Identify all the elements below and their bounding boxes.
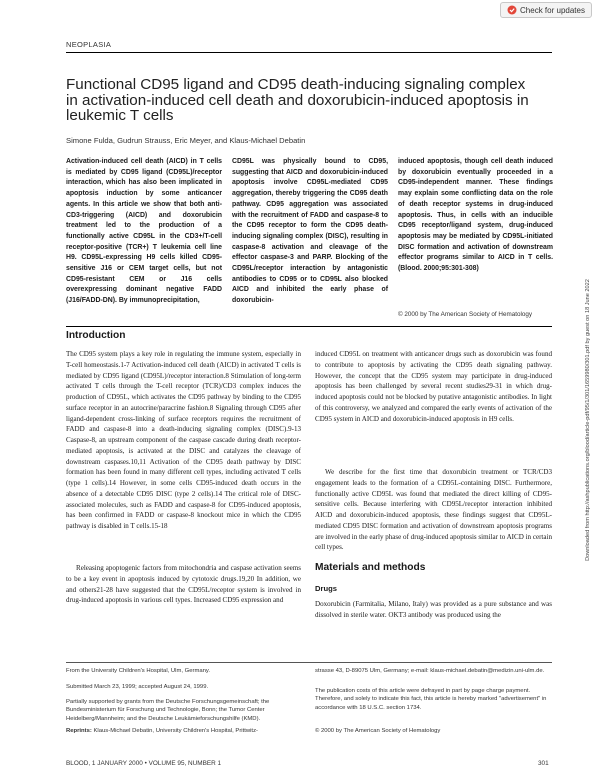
abstract-column-1: Activation-induced cell death (AICD) in T cells is mediated by CD95 ligand (CD95L)/receptor interaction, which has also been implicated in apoptosis induction by some anticancer agents. In this article we show that both anti-CD3-triggering (AICD) and doxorubicin treatment led to the production of a functionally active CD95L in the CD3+/T-cell receptor-positive (TCR+) T leukemia cell line H9. CD95L-expressing H9 cells killed CD95-sensitive J16 or CEM target cells, but not CD95-resistant CEM or J16 cells overexpressing dominant negative FADD (J16/FADD-DN). By immunoprecipitation, [66, 158, 222, 305]
download-watermark: Downloaded from http://ashpublications.org/blood/article-pdf/95/1/301/1659980/301.pdf by guest on 18 June 2022 [585, 279, 591, 561]
section-label: NEOPLASIA [66, 40, 112, 49]
footnote-reprints [66, 727, 301, 735]
article-title: Functional CD95 ligand and CD95 death-inducing signaling complex in activation-induced cell death and doxorubicin-induced apoptosis in leukemic T cells [66, 76, 529, 124]
drugs-paragraph: Doxorubicin (Farmitalia, Milano, Italy) was provided as a pure substance and was dissolved in sterile water. OKT3 antibody was produced using the [315, 600, 552, 619]
materials-methods-heading: Materials and methods [315, 562, 426, 573]
introduction-paragraph-3: induced CD95L on treatment with anticancer drugs such as doxorubicin was found to contribute to apoptosis by activating the CD95 death signaling pathway. However, the concept that the CD95 system may participate in drug-induced apoptosis has been challenged by several recent studies29-31 in which drug-induced apoptosis could not be blocked by putative antagonistic antibodies. In light of this controversy, we analyzed and compared the early events of activation of the CD95 system in AICD and doxorubicin-induced apoptosis in H9 cells. [315, 350, 552, 423]
footnote-publication-costs: The publication costs of this article were defrayed in part by page charge payment. Therefore, and solely to indicate this fact, this article is hereby marked "advertisement" in accordance with 18 U.S.C. section 1734. [315, 688, 547, 711]
abstract-column-2: CD95L was physically bound to CD95, suggesting that AICD and doxorubicin-induced apoptosis involve CD95L-mediated CD95 aggregation, thereby triggering the CD95 death pathway. CD95 aggregation was associated with the recruitment of FADD and caspase-8 to the CD95 receptor to form the CD95 death-inducing signaling complex (DISC), resulting in caspase-8 activation and cleavage of the effector caspase-3 and PARP. Blocking of the CD95L/receptor interaction by antagonistic antibodies to CD95 or to CD95L also blocked AICD and inhibited the early phase of doxorubicin- [232, 158, 388, 305]
footnote-funding: Partially supported by grants from the Deutsche Forschungsgemeinschaft; the Bundesministerium für Forschung und Technologie, Bonn; the Tumor Center Heidelberg/Mannheim; and the Deutsche Leukämieforschungshilfe (KMD). [66, 699, 270, 722]
footnote-copyright: © 2000 by The American Society of Hematology [315, 728, 441, 734]
footnote-submission-dates: Submitted March 23, 1999; accepted August 24, 1999. [66, 684, 209, 690]
author-list: Simone Fulda, Gudrun Strauss, Eric Meyer, and Klaus-Michael Debatin [66, 136, 306, 145]
check-for-updates-label: Check for updates [520, 5, 585, 15]
footnote-address: strasse 43, D-89075 Ulm, Germany; e-mail: klaus-michael.debatin@medizin.uni-ulm.de. [315, 668, 545, 674]
header-divider [66, 52, 552, 53]
reprints-text: Klaus-Michael Debatin, University Children's Hospital, Prittwitz- [91, 728, 258, 734]
abstract-column-3: induced apoptosis, though cell death induced by doxorubicin eventually proceeded in a CD95-independent manner. These findings may explain some conflicting data on the role of death receptor systems in drug-induced apoptosis. Thus, in cells with an inducible CD95 receptor/ligand system, drug-induced apoptosis may be mediated by CD95L-initiated DISC formation and activation of downstream effector programs similar to AICD in T cells. (Blood. 2000;95:301-308) [398, 158, 553, 273]
abstract-copyright: © 2000 by The American Society of Hematology [398, 311, 533, 318]
footnote-affiliation: From the University Children's Hospital, Ulm, Germany. [66, 668, 211, 674]
running-footer: BLOOD, 1 JANUARY 2000 • VOLUME 95, NUMBER 1 [66, 760, 222, 767]
introduction-heading: Introduction [66, 330, 126, 341]
footnote-divider [66, 662, 552, 663]
introduction-paragraph-1: The CD95 system plays a key role in regulating the immune system, especially in T-cell homeostasis.1-7 Activation-induced cell death (AICD) in activated T cells is mediated by CD95 ligand (CD95L)/receptor interaction.8 Stimulation of long-term activated T cells through the T-cell receptor (TCR)/CD3 complex induces the production of CD95L, which activates the CD95 pathway by binding to the CD95 surface receptor in an autocrine/paracrine fashion.8 Signaling through CD95 after ligand-dependent cross-linking of surface receptors requires the recruitment of FADD and caspase-8 into a death-inducing signaling complex (DISC).9-13 Caspase-8, an upstream component of the caspase cascade during death receptor-mediated apoptosis, is activated at the DISC and catalyzes the cleavage of downstream caspases.10,11 Activation of the CD95 death pathway by DISC formation has been found in many different cell types, including activated T cells (type 1 cells).14 However, in some cells CD95-induced death occurs in the absence of a detectable CD95 DISC (type 2 cells).14 The critical role of DISC-associated molecules, such as FADD and caspase-8 for CD95-induced apoptosis, has been confirmed in FADD or caspase-8 knockout mice in which the CD95 pathway is disabled in T cells.15-18 [66, 350, 301, 530]
introduction-paragraph-2: Releasing apoptogenic factors from mitochondria and caspase activation seems to be a key event in apoptosis induced by cytotoxic drugs.19,20 In addition, we and others21-28 have suggested that the CD95L/receptor system is involved in drug-induced apoptosis in various cell types. Increased CD95 expression and [66, 564, 301, 605]
section-divider [66, 326, 552, 327]
reprints-label: Reprints: [66, 728, 92, 734]
drugs-subheading: Drugs [315, 584, 337, 593]
check-for-updates-button[interactable] [500, 2, 592, 18]
update-badge-icon [507, 5, 517, 15]
page-number: 301 [538, 760, 549, 767]
introduction-paragraph-4: We describe for the first time that doxorubicin treatment or TCR/CD3 engagement leads to the formation of a CD95L-containing DISC. Furthermore, functionally active CD95L was found that mediated the direct killing of CD95-sensitive cells. Because interfering with CD95L/receptor interaction inhibited AICD and doxorubicin-induced apoptosis, these findings suggest that CD95L-mediated CD95 DISC formation and activation of downstream apoptosis programs are involved in the early phase of drug-induced apoptosis similar to AICD in certain cell types. [315, 468, 552, 552]
